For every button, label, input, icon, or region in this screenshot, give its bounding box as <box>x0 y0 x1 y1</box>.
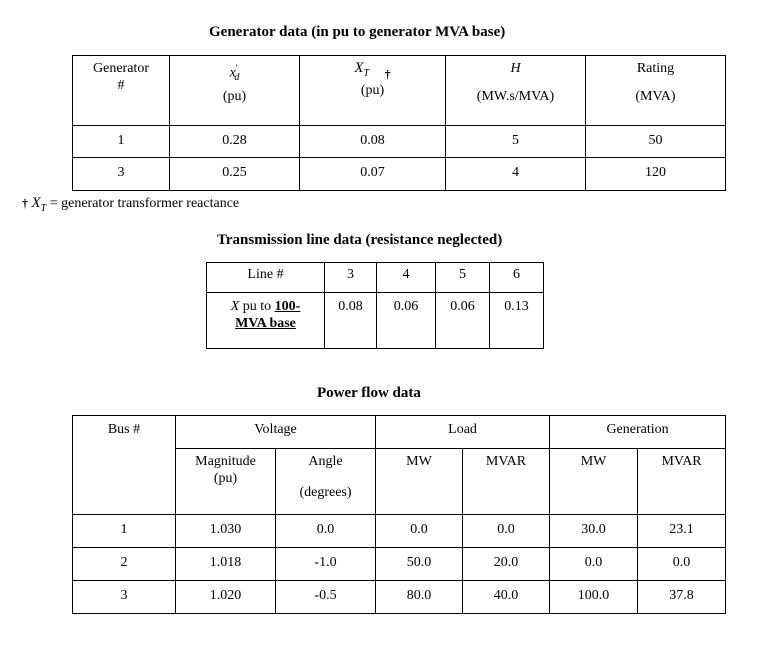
load-mw-cell: 0.0 <box>376 515 463 548</box>
load-mw-cell: 80.0 <box>376 581 463 614</box>
rating-value-cell: 120 <box>586 158 726 191</box>
rating-label: Rating <box>636 61 675 76</box>
xd-unit: (pu) <box>222 89 247 104</box>
bus-number-cell: 3 <box>73 581 176 614</box>
angle-unit: (degrees) <box>299 485 352 500</box>
reactance-row <box>207 293 544 349</box>
magnitude-cell: 1.018 <box>176 548 276 581</box>
voltage-header-cell: Voltage <box>176 416 376 449</box>
xt-value-cell: 0.07 <box>300 158 446 191</box>
load-mw-header-cell: MW <box>376 449 463 515</box>
table-row <box>73 548 726 581</box>
table-row <box>73 581 726 614</box>
angle-label: Angle <box>308 454 343 469</box>
load-mvar-cell: 40.0 <box>463 581 550 614</box>
generator-data-table <box>72 55 726 191</box>
power-flow-group-header-row <box>73 416 726 449</box>
table-row <box>73 515 726 548</box>
gen-mvar-header-cell: MVAR <box>638 449 726 515</box>
xt-unit: (pu) <box>360 83 385 98</box>
line-number-cell: 3 <box>325 263 377 293</box>
generator-header-cell <box>73 56 170 126</box>
angle-header-cell <box>276 449 376 515</box>
gen-mvar-cell: 0.0 <box>638 548 726 581</box>
xt-symbol: $X_T$ † <box>354 60 391 81</box>
generation-header-cell: Generation <box>550 416 726 449</box>
generator-header-hash: # <box>117 78 125 93</box>
generator-data-title: Generator data (in pu to generator MVA base) <box>209 24 506 40</box>
xd-symbol: $x'_d$ <box>229 63 240 84</box>
power-flow-table <box>72 415 726 614</box>
gen-mw-header-cell: MW <box>550 449 638 515</box>
angle-cell: 0.0 <box>276 515 376 548</box>
bus-number-cell: 1 <box>73 515 176 548</box>
load-mvar-header-cell: MVAR <box>463 449 550 515</box>
transmission-line-title: Transmission line data (resistance neglected) <box>217 232 503 248</box>
line-number-cell: 5 <box>436 263 490 293</box>
magnitude-label: Magnitude <box>195 454 256 469</box>
reactance-label-line1: X pu to 100- <box>230 299 301 314</box>
magnitude-header-cell <box>176 449 276 515</box>
h-value-cell: 4 <box>446 158 586 191</box>
gen-mvar-cell: 37.8 <box>638 581 726 614</box>
gen-mvar-cell: 23.1 <box>638 515 726 548</box>
dagger-icon: † <box>384 67 391 81</box>
reactance-value-cell: 0.06 <box>377 293 436 349</box>
rating-unit: (MVA) <box>635 89 676 104</box>
xt-header-cell <box>300 56 446 126</box>
dagger-icon: † <box>22 196 28 210</box>
line-number-row <box>207 263 544 293</box>
h-header-cell <box>446 56 586 126</box>
load-mvar-cell: 0.0 <box>463 515 550 548</box>
table-row <box>73 158 726 191</box>
bus-number-cell: 2 <box>73 548 176 581</box>
magnitude-unit: (pu) <box>213 471 238 486</box>
generator-header-label: Generator <box>93 61 149 76</box>
table-row <box>73 126 726 158</box>
rating-header-cell <box>586 56 726 126</box>
reactance-value-cell: 0.06 <box>436 293 490 349</box>
reactance-value-cell: 0.13 <box>490 293 544 349</box>
generator-footnote: † $X_T$ = generator transformer reactance <box>22 195 240 214</box>
generator-header-row <box>73 56 726 126</box>
angle-cell: -1.0 <box>276 548 376 581</box>
line-number-label: Line # <box>207 263 325 293</box>
line-number-cell: 4 <box>377 263 436 293</box>
h-symbol: H <box>510 61 521 76</box>
load-mvar-cell: 20.0 <box>463 548 550 581</box>
magnitude-cell: 1.030 <box>176 515 276 548</box>
power-flow-title: Power flow data <box>317 385 421 401</box>
reactance-label-line2: MVA base <box>235 316 296 331</box>
xd-value-cell: 0.25 <box>170 158 300 191</box>
load-mw-cell: 50.0 <box>376 548 463 581</box>
transmission-line-table <box>206 262 544 349</box>
h-unit: (MW.s/MVA) <box>476 89 555 104</box>
angle-cell: -0.5 <box>276 581 376 614</box>
gen-mw-cell: 100.0 <box>550 581 638 614</box>
line-number-cell: 6 <box>490 263 544 293</box>
gen-mw-cell: 30.0 <box>550 515 638 548</box>
xd-value-cell: 0.28 <box>170 126 300 158</box>
reactance-value-cell: 0.08 <box>325 293 377 349</box>
xt-value-cell: 0.08 <box>300 126 446 158</box>
generator-number-cell: 1 <box>73 126 170 158</box>
generator-number-cell: 3 <box>73 158 170 191</box>
h-value-cell: 5 <box>446 126 586 158</box>
gen-mw-cell: 0.0 <box>550 548 638 581</box>
load-header-cell: Load <box>376 416 550 449</box>
xd-header-cell <box>170 56 300 126</box>
bus-header-cell: Bus # <box>73 416 176 515</box>
reactance-label-cell <box>207 293 325 349</box>
magnitude-cell: 1.020 <box>176 581 276 614</box>
rating-value-cell: 50 <box>586 126 726 158</box>
